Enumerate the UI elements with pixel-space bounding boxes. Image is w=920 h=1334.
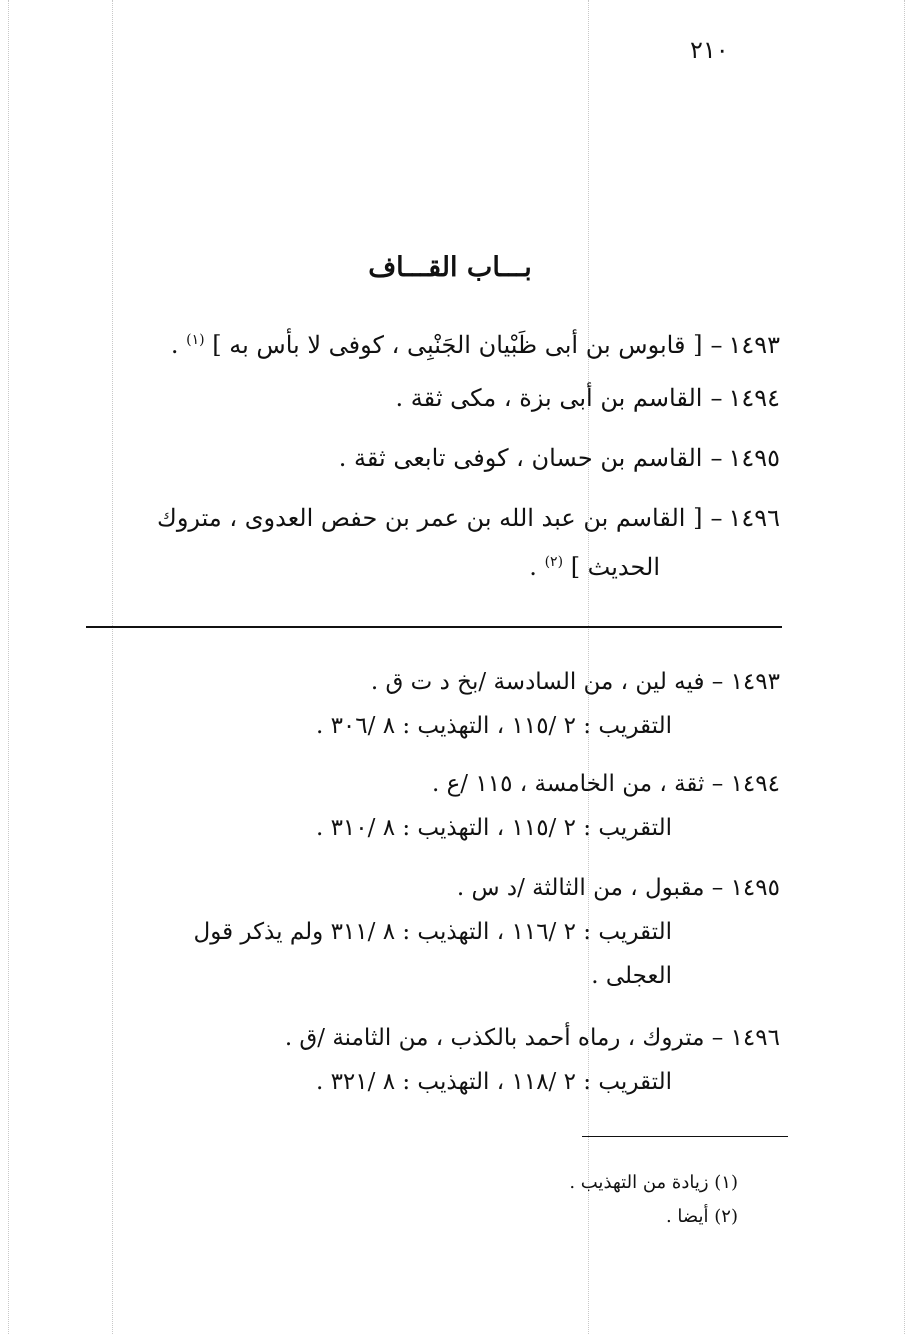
footnote-text: زيادة من التهذيب .	[569, 1172, 709, 1193]
entry-line: ١٤٩٦–[ القاسم بن عبد الله بن عمر بن حفص العدوى ، متروك	[157, 504, 780, 532]
note-number: ١٤٩٥	[730, 875, 780, 901]
entry-number: ١٤٩٤	[728, 384, 780, 412]
note-text: فيه لين ، من السادسة /بخ د ت ق .	[370, 669, 705, 695]
page-number: ٢١٠	[690, 36, 729, 64]
note-1493	[80, 660, 780, 748]
entry-1493: ١٤٩٣–[ قابوس بن أبى ظَبْيان الجَنْبِى ، كوفى لا بأس به ] $^{(١)}$ .	[170, 331, 780, 359]
footnote-text: أيضا .	[665, 1206, 709, 1227]
note-1496	[80, 1016, 780, 1104]
entry-1496	[90, 496, 780, 589]
note-text: متروك ، رماه أحمد بالكذب ، من الثامنة /ق .	[284, 1025, 705, 1051]
note-text: مقبول ، من الثالثة /د س .	[456, 875, 705, 901]
entry-text: [ القاسم بن عبد الله بن عمر بن حفص العدوى ، متروك	[157, 504, 703, 532]
entry-number: ١٤٩٥	[728, 444, 780, 472]
note-number: ١٤٩٤	[730, 771, 780, 797]
note-line	[80, 806, 780, 850]
note-line	[80, 910, 780, 954]
entry-number: ١٤٩٣	[728, 331, 780, 359]
section-divider	[86, 626, 782, 628]
note-1494	[80, 762, 780, 850]
entry-1494: ١٤٩٤–القاسم بن أبى بزة ، مكى ثقة .	[395, 384, 780, 412]
note-text: العجلى .	[591, 963, 672, 989]
note-line	[80, 1060, 780, 1104]
note-text: التقريب : ٢ /١١٥ ، التهذيب : ٨ /٣١٠ .	[315, 815, 672, 841]
entry-text: [ قابوس بن أبى ظَبْيان الجَنْبِى ، كوفى لا بأس به ]	[212, 331, 703, 359]
note-line: ١٤٩٥ – مقبول ، من الثالثة /د س .	[456, 875, 780, 901]
entry-end: .	[170, 331, 179, 359]
entry-line	[90, 540, 780, 589]
scan-edge-line	[8, 0, 9, 1334]
note-text: التقريب : ٢ /١١٥ ، التهذيب : ٨ /٣٠٦ .	[315, 713, 672, 739]
note-number: ١٤٩٦	[730, 1025, 780, 1051]
chapter-title: بـــاب القـــاف	[368, 252, 532, 283]
note-text: ثقة ، من الخامسة ، ١١٥ /ع .	[431, 771, 705, 797]
note-line	[80, 704, 780, 748]
footnote-2	[338, 1202, 738, 1232]
footnote-marker: (١)	[714, 1172, 738, 1193]
footnote-ref: (٢)	[544, 554, 564, 570]
entry-text: الحديث ]	[570, 553, 660, 581]
footnote-divider	[582, 1136, 788, 1137]
note-line: ١٤٩٦ – متروك ، رماه أحمد بالكذب ، من الثامنة /ق .	[284, 1025, 780, 1051]
note-line: ١٤٩٣ – فيه لين ، من السادسة /بخ د ت ق .	[370, 669, 780, 695]
footnote-marker: (٢)	[714, 1206, 738, 1227]
note-number: ١٤٩٣	[730, 669, 780, 695]
entry-end: .	[529, 553, 537, 581]
entry-text: القاسم بن حسان ، كوفى تابعى ثقة .	[338, 444, 703, 472]
scan-edge-line	[904, 0, 905, 1334]
note-1495	[80, 866, 780, 998]
entry-number: ١٤٩٦	[728, 504, 780, 532]
note-text: التقريب : ٢ /١١٨ ، التهذيب : ٨ /٣٢١ .	[315, 1069, 672, 1095]
entry-text: القاسم بن أبى بزة ، مكى ثقة .	[395, 384, 703, 412]
note-line	[80, 954, 780, 998]
note-line: ١٤٩٤ – ثقة ، من الخامسة ، ١١٥ /ع .	[431, 771, 780, 797]
entry-1495: ١٤٩٥–القاسم بن حسان ، كوفى تابعى ثقة .	[338, 444, 780, 472]
note-text: التقريب : ٢ /١١٦ ، التهذيب : ٨ /٣١١ ولم يذكر قول	[193, 919, 672, 945]
footnote-ref: (١)	[186, 332, 205, 348]
footnote-1	[338, 1168, 738, 1198]
